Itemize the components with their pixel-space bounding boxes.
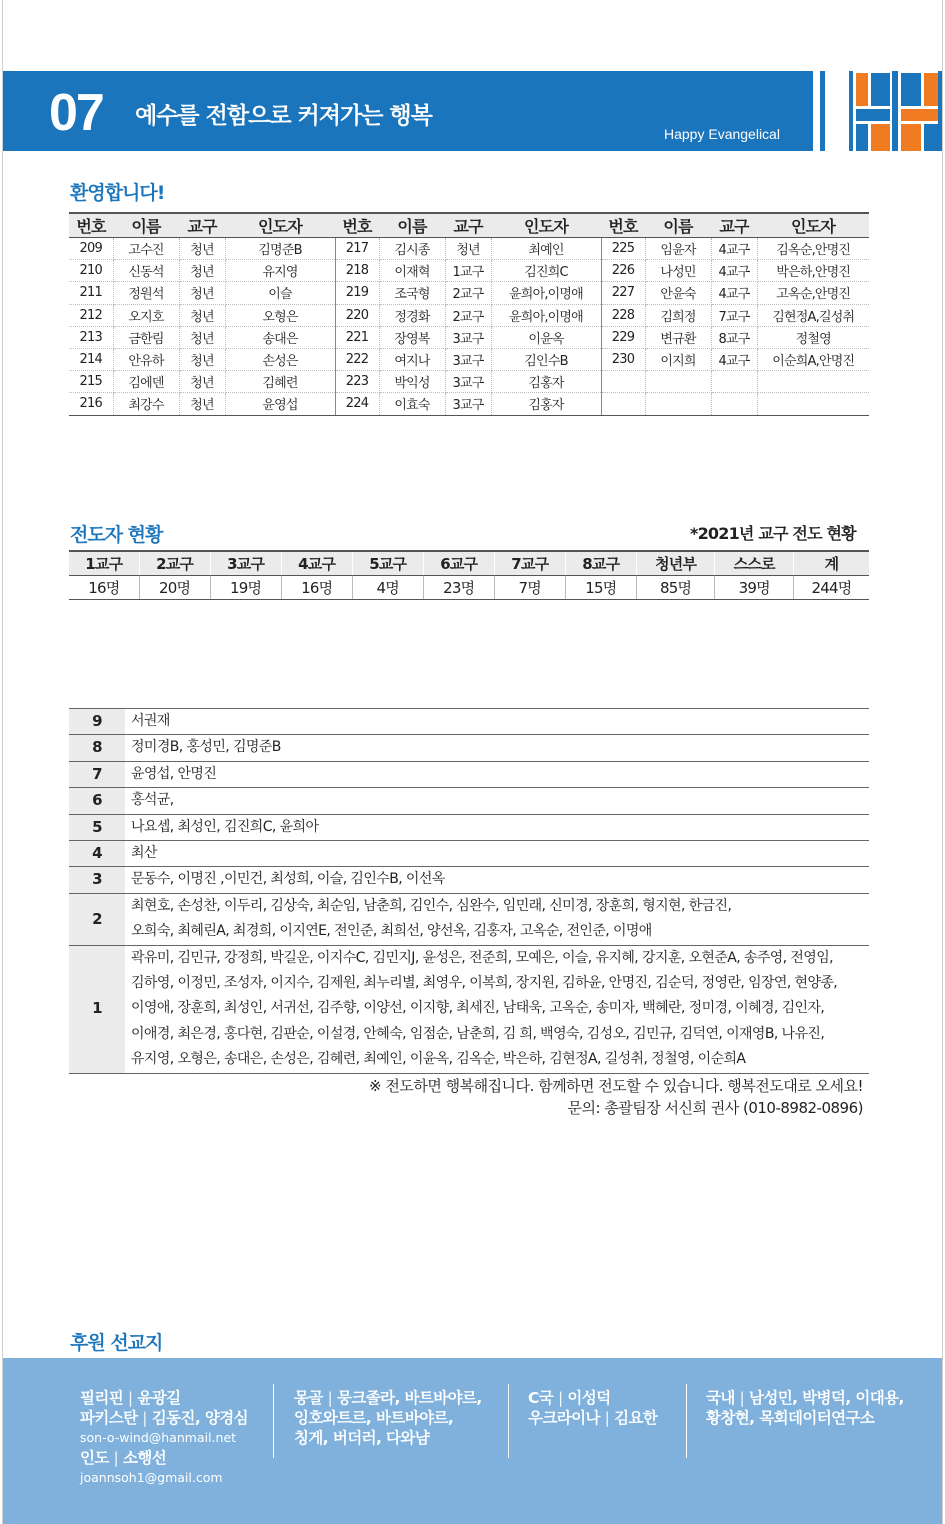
support-col-3: C국 | 이성덕 우크라이나 | 김요한	[528, 1389, 658, 1427]
col-header: 번호	[601, 213, 645, 238]
header-band	[3, 71, 942, 151]
table-cell: 김현정A,길성취	[757, 304, 869, 326]
table-cell: 김명준B	[225, 238, 335, 260]
ranking-names	[125, 761, 869, 787]
table-cell: 청년	[179, 393, 225, 415]
support-col-1: 필리핀 | 윤광길 파키스탄 | 김동진, 양경심 son-o-wind@hanmail.net 인도 | 소행선 joannsoh1@gmail.com	[80, 1388, 248, 1488]
status-col-header: 1교구	[69, 551, 139, 575]
names-line: 이영애, 장훈희, 최성인, 서귀선, 김주향, 이양선, 이지향, 최세진, 남태욱, 고옥순, 송미자, 백혜란, 정미경, 이혜경, 김인자,	[131, 1000, 825, 1017]
ranking-level: 7	[69, 761, 125, 787]
table-cell: 210	[69, 260, 113, 282]
names-line: 최현호, 손성찬, 이두리, 김상숙, 최순임, 남춘희, 김인수, 심완수, 임민래, 신미경, 장훈희, 형지현, 한금진,	[131, 897, 732, 914]
table-cell: 손성은	[225, 348, 335, 370]
table-cell: 청년	[179, 348, 225, 370]
table-cell	[757, 393, 869, 415]
column-divider	[273, 1384, 274, 1458]
missionary: 윤광길	[137, 1389, 181, 1407]
ranking-names	[125, 867, 869, 893]
names-line: 정미경B, 홍성민, 김명준B	[131, 739, 281, 756]
ranking-names	[125, 841, 869, 867]
closing-text	[369, 1075, 863, 1119]
status-value: 15명	[565, 575, 636, 599]
status-value: 4명	[352, 575, 423, 599]
table-cell: 청년	[179, 282, 225, 304]
table-cell: 211	[69, 282, 113, 304]
status-header-row	[69, 551, 869, 575]
table-cell: 김진희C	[491, 260, 601, 282]
status-col-header: 스스로	[715, 551, 794, 575]
names-line: 나요셉, 최성인, 김진희C, 윤희아	[131, 818, 319, 835]
names-line: 유지영, 오형은, 송대은, 손성은, 김혜련, 최예인, 이윤옥, 김옥순, 박은하, 김현정A, 길성취, 정철영, 이순희A	[131, 1051, 746, 1068]
missionary: 소행선	[122, 1449, 167, 1467]
table-cell: 나성민	[645, 260, 711, 282]
table-cell	[601, 371, 645, 393]
table-cell: 김옥순,안명진	[757, 238, 869, 260]
table-cell: 226	[601, 260, 645, 282]
col-header: 이름	[113, 213, 179, 238]
country: C국	[528, 1389, 554, 1407]
status-value: 19명	[210, 575, 281, 599]
col-header: 인도자	[491, 213, 601, 238]
missionary: 칭게, 버더러, 다와냠	[294, 1429, 430, 1447]
table-cell: 227	[601, 282, 645, 304]
table-cell: 7교구	[711, 304, 757, 326]
ranking-level: 4	[69, 841, 125, 867]
table-cell: 여지나	[379, 348, 445, 370]
table-row	[69, 393, 869, 415]
missionary: 남성민, 박병덕, 이대용,	[748, 1389, 904, 1407]
table-cell: 3교구	[445, 393, 491, 415]
table-cell: 윤영섭	[225, 393, 335, 415]
missionary: 이성덕	[567, 1389, 611, 1407]
table-cell	[757, 371, 869, 393]
welcome-header-row	[69, 213, 869, 238]
country: 파키스탄	[80, 1409, 138, 1427]
ranking-row	[69, 735, 869, 761]
status-heading: 전도자 현황	[70, 524, 163, 546]
table-cell: 고옥순,안명진	[757, 282, 869, 304]
support-footer	[3, 1358, 942, 1524]
ranking-level: 8	[69, 735, 125, 761]
ranking-row	[69, 841, 869, 867]
missionary: 잉호와트르, 바트바야르,	[294, 1409, 454, 1427]
contact-line: 문의: 총괄팀장 서신희 권사 (010-8982-0896)	[567, 1099, 863, 1117]
names-line: 이애경, 최은경, 홍다현, 김판순, 이설경, 안혜숙, 임점순, 남춘희, 김 희, 백영숙, 김성오, 김민규, 김덕연, 이재영B, 나유진,	[131, 1025, 825, 1042]
status-col-header: 7교구	[494, 551, 565, 575]
ranking-row	[69, 814, 869, 840]
status-value: 20명	[139, 575, 210, 599]
ranking-names	[125, 735, 869, 761]
names-line: 홍석균,	[131, 792, 174, 809]
ranking-names	[125, 788, 869, 814]
col-header: 교구	[179, 213, 225, 238]
table-cell: 오형은	[225, 304, 335, 326]
status-col-header: 4교구	[281, 551, 352, 575]
welcome-heading: 환영합니다!	[70, 182, 165, 204]
status-col-header: 5교구	[352, 551, 423, 575]
table-cell: 안윤숙	[645, 282, 711, 304]
ranking-level: 1	[69, 945, 125, 1073]
col-header: 이름	[645, 213, 711, 238]
status-value: 39명	[715, 575, 794, 599]
names-line: 곽유미, 김민규, 강정희, 박길운, 이지수C, 김민지J, 윤성은, 전준희, 모예은, 이슬, 유지혜, 강지훈, 오현준A, 송주영, 전영임,	[131, 949, 833, 966]
ranking-level: 6	[69, 788, 125, 814]
table-cell: 4교구	[711, 282, 757, 304]
table-cell: 박은하,안명진	[757, 260, 869, 282]
table-cell	[645, 371, 711, 393]
table-cell: 229	[601, 326, 645, 348]
table-row	[69, 238, 869, 260]
status-value: 16명	[281, 575, 352, 599]
col-header: 번호	[335, 213, 379, 238]
table-cell: 송대은	[225, 326, 335, 348]
table-cell: 청년	[179, 260, 225, 282]
table-cell: 김홍자	[491, 371, 601, 393]
missionary: 뭉크졸라, 바트바야르,	[336, 1389, 482, 1407]
table-cell: 최강수	[113, 393, 179, 415]
table-cell: 임윤자	[645, 238, 711, 260]
table-cell: 정경화	[379, 304, 445, 326]
ranking-level: 9	[69, 709, 125, 735]
status-col-header: 계	[793, 551, 869, 575]
table-cell: 이효숙	[379, 393, 445, 415]
names-line: 오희숙, 최혜린A, 최경희, 이지연E, 전인준, 최희선, 양선옥, 김홍자, 고옥순, 전인준, 이명애	[131, 923, 652, 940]
table-row	[69, 326, 869, 348]
column-divider	[686, 1384, 687, 1458]
missionary: 김요한	[614, 1409, 658, 1427]
welcome-table	[69, 212, 869, 416]
table-cell: 김혜련	[225, 371, 335, 393]
table-cell: 최예인	[491, 238, 601, 260]
names-line: 서권재	[131, 713, 170, 729]
status-col-header: 6교구	[423, 551, 494, 575]
table-cell: 박익성	[379, 371, 445, 393]
table-cell: 조국형	[379, 282, 445, 304]
table-cell: 김희정	[645, 304, 711, 326]
status-col-header: 8교구	[565, 551, 636, 575]
table-cell: 청년	[179, 371, 225, 393]
ranking-level: 3	[69, 867, 125, 893]
ranking-names	[125, 709, 869, 735]
table-cell: 2교구	[445, 304, 491, 326]
section-number: 07	[49, 84, 103, 142]
table-cell: 224	[335, 393, 379, 415]
table-cell: 윤희아,이명애	[491, 282, 601, 304]
col-header: 교구	[445, 213, 491, 238]
table-cell: 이재혁	[379, 260, 445, 282]
table-cell: 청년	[179, 326, 225, 348]
table-cell: 220	[335, 304, 379, 326]
col-header: 번호	[69, 213, 113, 238]
status-value: 7명	[494, 575, 565, 599]
table-cell: 230	[601, 348, 645, 370]
names-line: 문동수, 이명진 ,이민건, 최성희, 이슬, 김인수B, 이선옥	[131, 871, 445, 888]
table-cell: 3교구	[445, 371, 491, 393]
table-cell	[711, 371, 757, 393]
names-line: 윤영섭, 안명진	[131, 765, 217, 782]
country: 필리핀	[80, 1389, 124, 1407]
table-cell	[711, 393, 757, 415]
table-cell: 3교구	[445, 348, 491, 370]
country: 우크라이나	[528, 1409, 600, 1427]
ranking-row	[69, 945, 869, 1073]
ranking-row	[69, 893, 869, 945]
table-row	[69, 348, 869, 370]
table-cell: 윤희아,이명애	[491, 304, 601, 326]
table-cell	[601, 393, 645, 415]
table-cell: 장영복	[379, 326, 445, 348]
ranking-row	[69, 867, 869, 893]
table-row	[69, 371, 869, 393]
table-cell: 215	[69, 371, 113, 393]
table-cell: 변규환	[645, 326, 711, 348]
missionary: 황창현, 목회데이터연구소	[706, 1409, 875, 1427]
table-cell: 222	[335, 348, 379, 370]
table-cell: 고수진	[113, 238, 179, 260]
table-cell: 안유하	[113, 348, 179, 370]
status-note: *2021년 교구 전도 현황	[690, 524, 856, 543]
table-cell: 223	[335, 371, 379, 393]
table-cell: 이순희A,안명진	[757, 348, 869, 370]
page-subtitle: Happy Evangelical	[664, 126, 780, 142]
table-cell: 금한림	[113, 326, 179, 348]
names-line: 최산	[131, 845, 157, 862]
table-cell: 218	[335, 260, 379, 282]
table-cell: 219	[335, 282, 379, 304]
status-value: 16명	[69, 575, 139, 599]
status-value: 85명	[636, 575, 715, 599]
ranking-table	[69, 708, 869, 1074]
status-value: 244명	[793, 575, 869, 599]
status-value: 23명	[423, 575, 494, 599]
table-cell: 오지호	[113, 304, 179, 326]
table-cell: 이지희	[645, 348, 711, 370]
status-value-row	[69, 575, 869, 599]
table-cell: 신동석	[113, 260, 179, 282]
church-logo-icon	[803, 71, 942, 151]
ranking-level: 5	[69, 814, 125, 840]
status-col-header: 2교구	[139, 551, 210, 575]
table-cell: 1교구	[445, 260, 491, 282]
ranking-row	[69, 761, 869, 787]
table-cell: 김인수B	[491, 348, 601, 370]
table-cell	[645, 393, 711, 415]
country: 인도	[80, 1449, 109, 1467]
table-cell: 213	[69, 326, 113, 348]
table-cell: 214	[69, 348, 113, 370]
table-cell: 4교구	[711, 238, 757, 260]
status-col-header: 청년부	[636, 551, 715, 575]
table-cell: 2교구	[445, 282, 491, 304]
missionary: 김동진, 양경심	[151, 1409, 249, 1427]
column-divider	[508, 1384, 509, 1458]
status-table	[69, 550, 869, 600]
col-header: 교구	[711, 213, 757, 238]
table-cell: 김에덴	[113, 371, 179, 393]
col-header: 이름	[379, 213, 445, 238]
email: son-o-wind@hanmail.net	[80, 1430, 237, 1445]
country: 국내	[706, 1389, 735, 1407]
ranking-level: 2	[69, 893, 125, 945]
table-cell: 8교구	[711, 326, 757, 348]
table-cell: 3교구	[445, 326, 491, 348]
ranking-names	[125, 945, 869, 1073]
support-col-4: 국내 | 남성민, 박병덕, 이대용, 황창현, 목회데이터연구소	[706, 1389, 904, 1427]
table-cell: 정원석	[113, 282, 179, 304]
table-cell: 청년	[179, 304, 225, 326]
col-header: 인도자	[757, 213, 869, 238]
table-cell: 4교구	[711, 348, 757, 370]
table-cell: 221	[335, 326, 379, 348]
table-cell: 김홍자	[491, 393, 601, 415]
table-row	[69, 282, 869, 304]
table-cell: 김시종	[379, 238, 445, 260]
ranking-names	[125, 814, 869, 840]
closing-line: ※ 전도하면 행복해집니다. 함께하면 전도할 수 있습니다. 행복전도대로 오세요!	[369, 1077, 863, 1095]
table-row	[69, 304, 869, 326]
email: joannsoh1@gmail.com	[80, 1470, 223, 1485]
table-cell: 4교구	[711, 260, 757, 282]
table-cell: 217	[335, 238, 379, 260]
ranking-row	[69, 709, 869, 735]
support-heading: 후원 선교지	[70, 1332, 163, 1354]
table-cell: 이윤옥	[491, 326, 601, 348]
status-col-header: 3교구	[210, 551, 281, 575]
support-col-2: 몽골 | 뭉크졸라, 바트바야르, 잉호와트르, 바트바야르, 칭게, 버더러, 다와냠	[294, 1389, 482, 1447]
page-title: 예수를 전함으로 커져가는 행복	[135, 103, 432, 129]
ranking-names	[125, 893, 869, 945]
table-cell: 청년	[179, 238, 225, 260]
table-cell: 청년	[445, 238, 491, 260]
table-cell: 216	[69, 393, 113, 415]
table-cell: 정철영	[757, 326, 869, 348]
table-cell: 이슬	[225, 282, 335, 304]
table-row	[69, 260, 869, 282]
country: 몽골	[294, 1389, 323, 1407]
col-header: 인도자	[225, 213, 335, 238]
ranking-row	[69, 788, 869, 814]
table-cell: 225	[601, 238, 645, 260]
names-line: 김하영, 이정민, 조성자, 이지수, 김제원, 최누리별, 최영우, 이복희, 장지원, 김하윤, 안명진, 김순덕, 정영란, 임장연, 현양종,	[131, 975, 838, 992]
table-cell: 유지영	[225, 260, 335, 282]
table-cell: 209	[69, 238, 113, 260]
table-cell: 228	[601, 304, 645, 326]
table-cell: 212	[69, 304, 113, 326]
